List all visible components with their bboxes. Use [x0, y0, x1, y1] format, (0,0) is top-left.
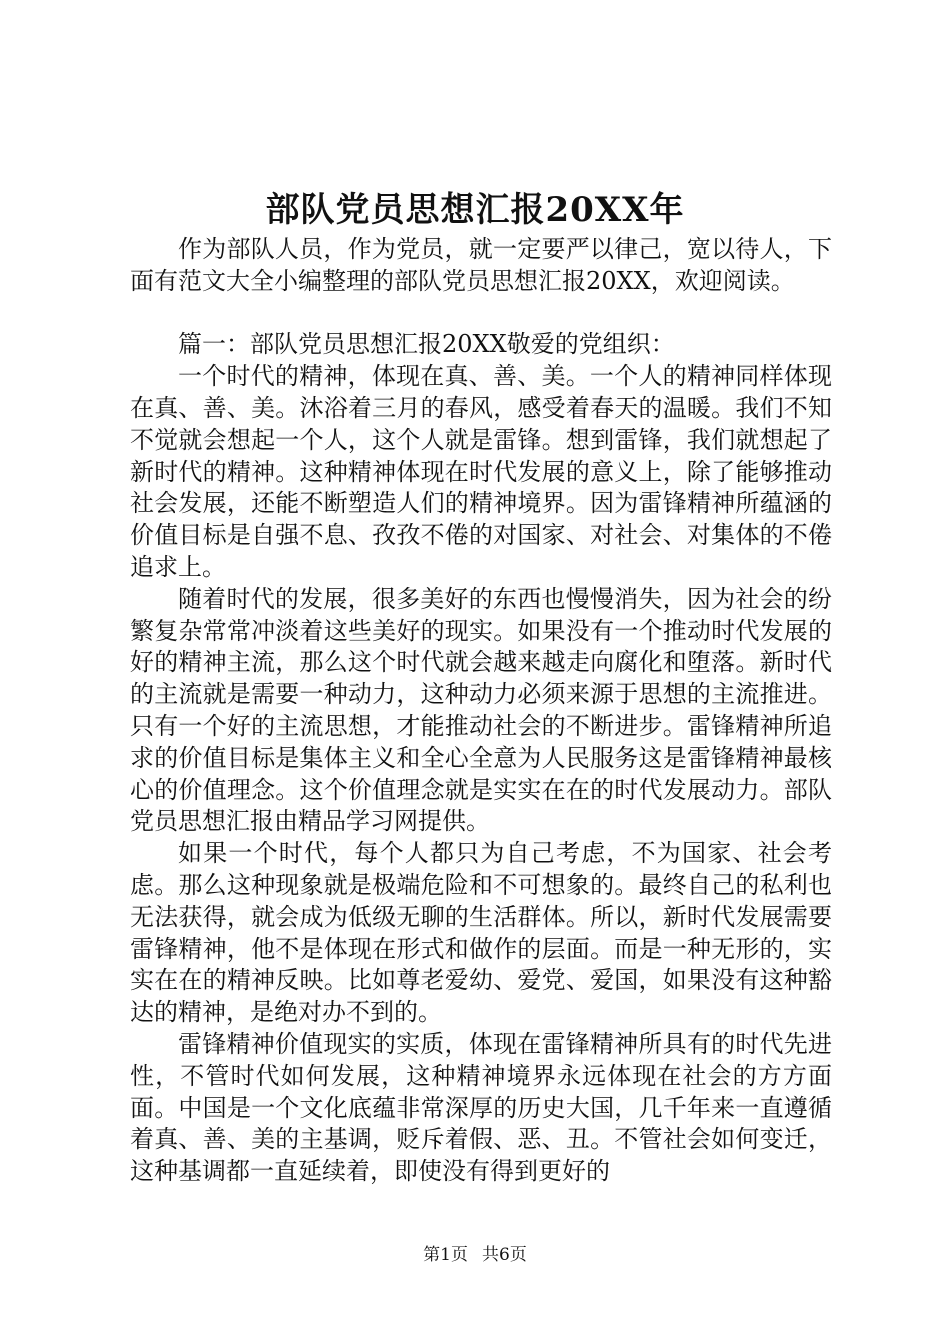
- body-paragraph: 如果一个时代，每个人都只为自己考虑，不为国家、社会考虑。那么这种现象就是极端危险和不可想象的。最终自己的私利也无法获得，就会成为低级无聊的生活群体。所以，新时代发展需要雷锋精神，他不是体现在形式和做作的层面。而是一种无形的，实实在在的精神反映。比如尊老爱幼、爱党、爱国，如果没有这种豁达的精神，是绝对办不到的。: [130, 839, 832, 1027]
- document-title: 部队党员思想汇报20XX年: [265, 190, 685, 230]
- paragraph-spacer: [130, 298, 832, 330]
- body-paragraph: 雷锋精神价值现实的实质，体现在雷锋精神所具有的时代先进性，不管时代如何发展，这种精神境界永远体现在社会的方方面面。中国是一个文化底蕴非常深厚的历史大国，几千年来一直遵循着真、善、美的主基调，贬斥着假、恶、丑。不管社会如何变迁，这种基调都一直延续着，即使没有得到更好的: [130, 1029, 832, 1186]
- body-paragraph: 一个时代的精神，体现在真、善、美。一个人的精神同样体现在真、善、美。沐浴着三月的春风，感受着春天的温暖。我们不知不觉就会想起一个人，这个人就是雷锋。想到雷锋，我们就想起了新时代的精神。这种精神体现在时代发展的意义上，除了能够推动社会发展，还能不断塑造人们的精神境界。因为雷锋精神所蕴涵的价值目标是自强不息、孜孜不倦的对国家、对社会、对集体的不倦追求上。: [130, 362, 832, 581]
- intro-paragraph: 作为部队人员，作为党员，就一定要严以律己，宽以待人，下面有范文大全小编整理的部队党员思想汇报20XX，欢迎阅读。: [130, 235, 832, 295]
- page-total: 共6页: [482, 1245, 527, 1265]
- page-number: 第1页: [423, 1245, 468, 1265]
- body-paragraph: 随着时代的发展，很多美好的东西也慢慢消失，因为社会的纷繁复杂常常冲淡着这些美好的现实。如果没有一个推动时代发展的好的精神主流，那么这个时代就会越来越走向腐化和堕落。新时代的主流就是需要一种动力，这种动力必须来源于思想的主流推进。只有一个好的主流思想，才能推动社会的不断进步。雷锋精神所追求的价值目标是集体主义和全心全意为人民服务这是雷锋精神最核心的价值理念。这个价值理念就是实实在在的时代发展动力。部队党员思想汇报由精品学习网提供。: [130, 584, 832, 836]
- section-heading-paragraph: 篇一：部队党员思想汇报20XX敬爱的党组织：: [178, 330, 675, 359]
- document-body: [130, 234, 832, 1188]
- page-footer: [0, 1244, 950, 1266]
